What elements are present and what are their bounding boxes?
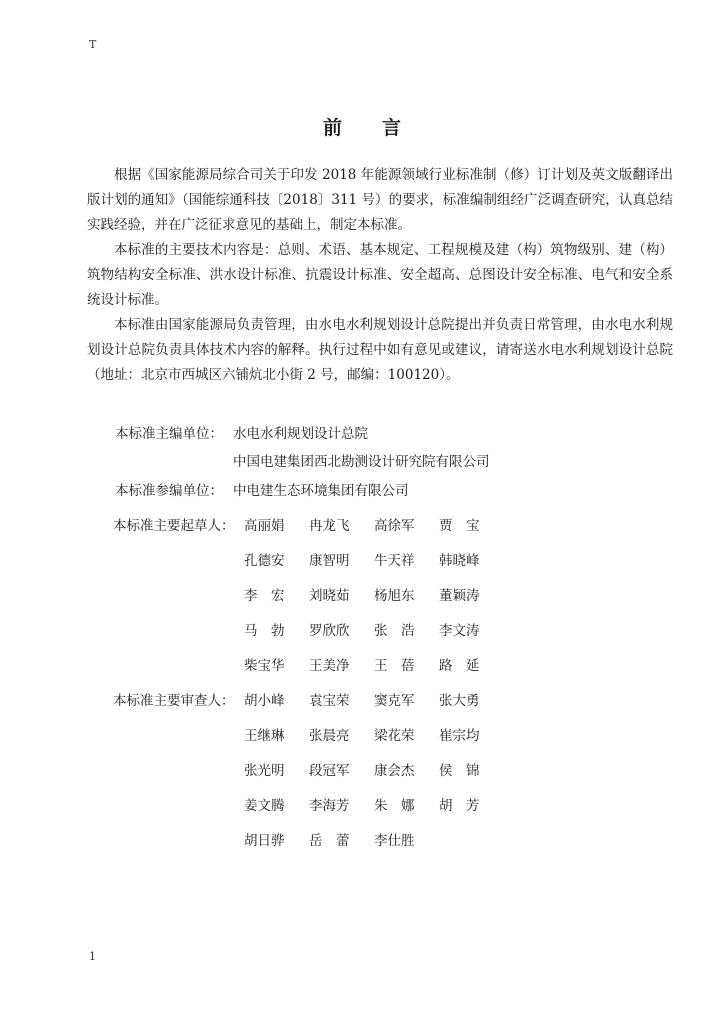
- reviewer-name: 朱 娜: [374, 798, 415, 814]
- reviewer-name: 康会杰: [374, 763, 415, 779]
- reviewer-name: 王继琳: [244, 728, 285, 744]
- participating-unit-row: [115, 479, 409, 499]
- page-title: [0, 113, 724, 140]
- paragraph-management: 本标准由国家能源局负责管理，由水电水利规划设计总院提出并负责日常管理，由水电水利规划设计总院负责具体技术内容的解释。执行过程中如有意见或建议，请寄送水电水利规划设计总院（地址：北京市西城区六铺炕北小街 2 号，邮编：100120）。: [87, 317, 673, 383]
- reviewer-name: 张光明: [244, 763, 285, 779]
- chief-unit-row-1: [115, 422, 368, 442]
- reviewer-name: 窦克军: [374, 693, 415, 709]
- drafter-name: 高丽娟: [244, 518, 285, 534]
- reviewer-name: 段冠军: [309, 763, 350, 779]
- chief-unit-label: 本标准主编单位：: [115, 426, 223, 442]
- drafter-name: 牛天祥: [374, 553, 415, 569]
- reviewer-name: 岳 蕾: [309, 833, 350, 849]
- chief-unit-name: 中国电建集团西北勘测设计研究院有限公司: [233, 454, 490, 470]
- drafter-name: 董颖涛: [439, 588, 480, 604]
- page-number: 1: [89, 950, 96, 963]
- paragraph-contents: 本标准的主要技术内容是：总则、术语、基本规定、工程规模及建（构）筑物级别、建（构）筑物结构安全标准、洪水设计标准、抗震设计标准、安全超高、总图设计安全标准、电气和安全系统设计标准。: [87, 242, 673, 308]
- drafter-name: 路 延: [439, 658, 480, 674]
- reviewer-name: 胡 芳: [439, 798, 480, 814]
- drafter-name: 罗欣欣: [309, 623, 350, 639]
- reviewer-name: 胡日骅: [244, 833, 285, 849]
- drafter-name: 柴宝华: [244, 658, 285, 674]
- drafter-name: 贾 宝: [439, 518, 480, 534]
- reviewer-name: 姜文腾: [244, 798, 285, 814]
- reviewer-name: 袁宝荣: [309, 693, 350, 709]
- drafter-name: 康智明: [309, 553, 350, 569]
- drafter-name: 王 蓓: [374, 658, 415, 674]
- drafter-name: 王美净: [309, 658, 350, 674]
- drafter-name: 刘晓茹: [309, 588, 350, 604]
- drafter-name: 韩晓峰: [439, 553, 480, 569]
- drafter-name: 张 浩: [374, 623, 415, 639]
- drafter-name: 冉龙飞: [309, 518, 350, 534]
- drafter-name: 杨旭东: [374, 588, 415, 604]
- participating-unit-label: 本标准参编单位：: [115, 483, 223, 499]
- reviewer-name: 侯 锦: [439, 763, 480, 779]
- preface-body: [87, 163, 673, 388]
- reviewer-name: 梁花荣: [374, 728, 415, 744]
- title-char-left: 前: [322, 117, 342, 139]
- corner-mark: T: [89, 38, 97, 51]
- chief-unit-row-2: [115, 450, 490, 470]
- drafter-name: 李文涛: [439, 623, 480, 639]
- reviewers-label: 本标准主要审查人：: [113, 693, 235, 709]
- drafters-label: 本标准主要起草人：: [113, 518, 235, 534]
- chief-unit-name: 水电水利规划设计总院: [233, 426, 368, 442]
- paragraph-basis: 根据《国家能源局综合司关于印发 2018 年能源领域行业标准制（修）订计划及英文版翻译出版计划的通知》（国能综通科技〔2018〕311 号）的要求，标准编制组经广泛调查研究，认真总结实践经验，并在广泛征求意见的基础上，制定本标准。: [87, 167, 673, 233]
- reviewer-name: 张大勇: [439, 693, 480, 709]
- reviewer-name: 张晨亮: [309, 728, 350, 744]
- drafter-name: 李 宏: [244, 588, 285, 604]
- drafter-name: 马 勃: [244, 623, 285, 639]
- reviewer-name: 崔宗均: [439, 728, 480, 744]
- title-char-right: 言: [382, 117, 402, 139]
- reviewer-name: 李海芳: [309, 798, 350, 814]
- reviewer-name: 李仕胜: [374, 833, 415, 849]
- drafter-name: 高徐军: [374, 518, 415, 534]
- drafter-name: 孔德安: [244, 553, 285, 569]
- reviewer-name: 胡小峰: [244, 693, 285, 709]
- participating-unit-name: 中电建生态环境集团有限公司: [233, 483, 409, 499]
